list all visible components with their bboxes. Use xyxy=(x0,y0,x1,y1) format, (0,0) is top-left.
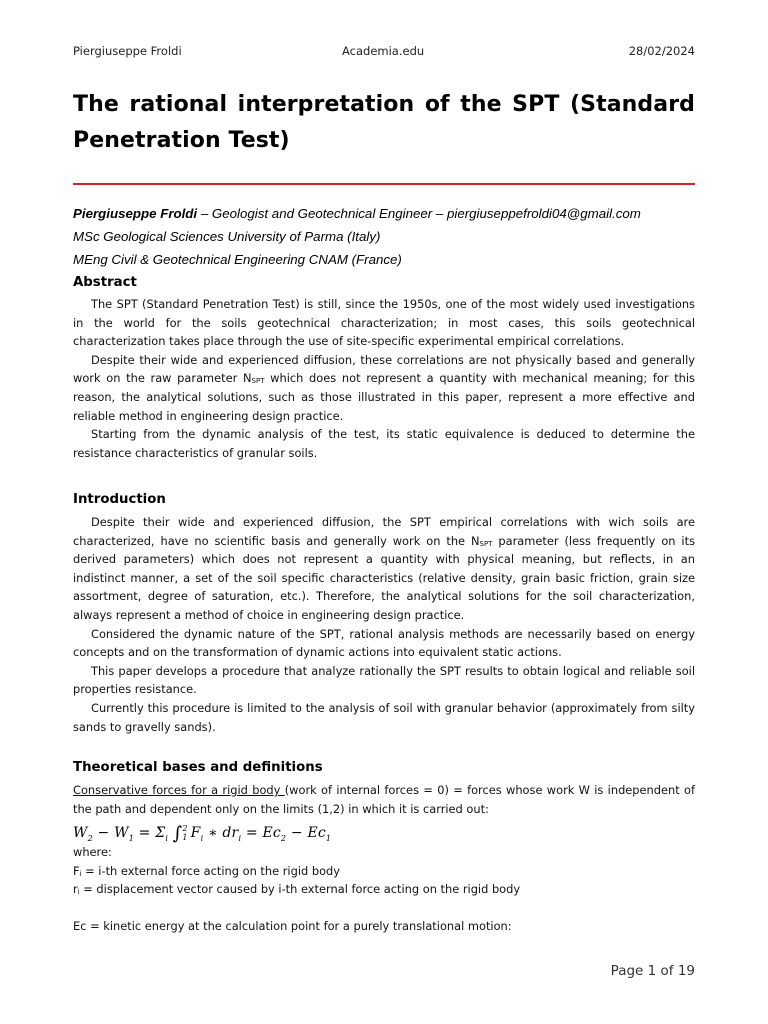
abstract-paragraph-3: Starting from the dynamic analysis of the test, its static equivalence is deduced to determine the resistance characteristics of granular soils. xyxy=(73,427,695,460)
page-number: Page 1 of 19 xyxy=(610,963,695,979)
conservative-forces-term: Conservative forces for a rigid body xyxy=(73,783,285,797)
author-name: Piergiuseppe Froldi xyxy=(73,206,198,221)
header-site: Academia.edu xyxy=(342,44,425,58)
definitions xyxy=(73,843,695,936)
author-line-3: MEng Civil & Geotechnical Engineering CNAM (France) xyxy=(73,252,402,267)
where-label: where: xyxy=(73,845,112,859)
paper-title: The rational interpretation of the SPT (Standard Penetration Test) xyxy=(73,92,695,153)
introduction-paragraph-3: This paper develops a procedure that analyze rationally the SPT results to obtain logical and reliable soil properties resistance. xyxy=(73,663,695,697)
introduction-heading: Introduction xyxy=(73,492,166,507)
introduction-paragraph-2: Considered the dynamic nature of the SPT, rational analysis methods are necessarily based on energy concepts and on the transformation of dynamic actions into equivalent static actions. xyxy=(73,626,695,660)
theory-heading: Theoretical bases and definitions xyxy=(73,760,323,775)
introduction-paragraph-4: Currently this procedure is limited to the analysis of soil with granular behavior (approximately from silty sands to gravelly sands). xyxy=(73,700,695,734)
author-block xyxy=(73,202,695,271)
title-divider xyxy=(73,183,695,185)
author-affiliation: – Geologist and Geotechnical Engineer – piergiuseppefroldi04@gmail.com xyxy=(197,206,641,221)
running-header xyxy=(73,44,695,60)
integral-sign: ∫ xyxy=(172,823,183,844)
introduction-body xyxy=(73,513,695,736)
abstract-body xyxy=(73,295,695,462)
theory-body xyxy=(73,781,695,818)
definition-force: $F_i = i-th$ external force acting on the rigid body xyxy=(73,863,341,878)
header-date: 28/02/2024 xyxy=(628,44,695,58)
definition-displacement: $r_i$ = displacement vector caused by i-th external force acting on the rigid body xyxy=(73,882,521,897)
author-line-2: MSc Geological Sciences University of Parma (Italy) xyxy=(73,229,381,244)
header-author: Piergiuseppe Froldi xyxy=(73,44,182,58)
work-energy-equation: $W_2 - W_1 = \Sigma_i$ ∫ 2 1 $F_i$ ∗ $dr_i = Ec_2 - Ec_1$ xyxy=(73,823,332,844)
definition-kinetic-energy: Ec = kinetic energy at the calculation point for a purely translational motion: xyxy=(73,919,512,934)
abstract-heading: Abstract xyxy=(73,275,137,290)
author-line-1 xyxy=(73,202,695,225)
abstract-paragraph-1: The SPT (Standard Penetration Test) is still, since the 1950s, one of the most widely used investigations in the world for the soils geotechnical characterization; in most cases, this soils geotechnical characterization takes place through the use of site-specific experimental empirical correlations. xyxy=(73,297,695,349)
introduction-paragraph-1: Despite their wide and experienced diffusion, the SPT empirical correlations with wich soils are characterized, have no scientific basis and generally work on the $N_{SPT}$ parameter (less frequently on its derived parameters) which does not represent a quantity with physical meaning, but reflects, in an indistinct manner, a set of the soil specific characteristics (relative density, grain basic friction, grain size assortment, degree of saturation, etc.). Therefore, the analytical solutions for the soil characterization, always represent a method of choice in engineering design practice. xyxy=(73,515,696,622)
theory-paragraph-1: Conservative forces for a rigid body (work of internal forces = 0) = forces whose work W is independent of the path and dependent only on the limits (1,2) in which it is carried out: xyxy=(73,783,695,816)
abstract-paragraph-2: Despite their wide and experienced diffusion, these correlations are not physically based and generally work on the raw parameter $N_{SPT}$ which does not represent a quantity with mechanical meaning; for this reason, the analytical solutions, such as those illustrated in this paper, represent a more effective and reliable method in engineering design practice. xyxy=(73,352,695,423)
